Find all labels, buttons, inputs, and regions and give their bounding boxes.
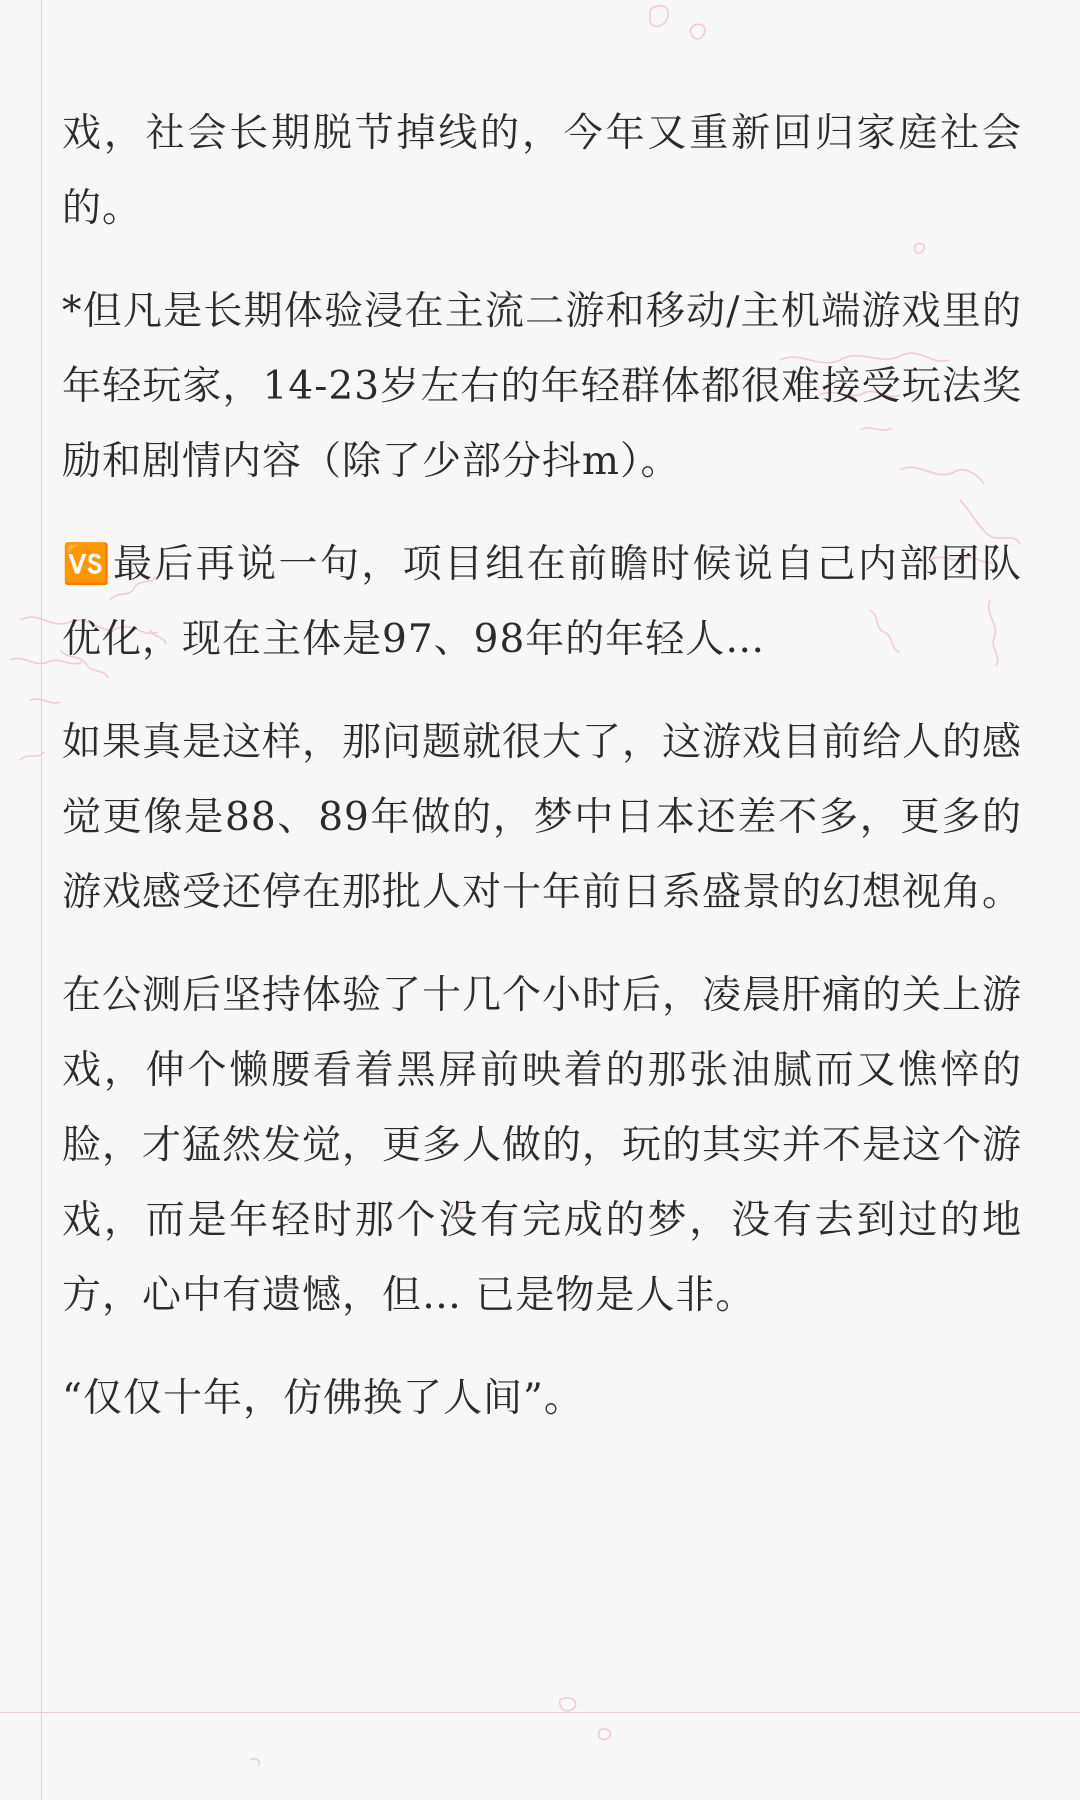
paragraph-4: 如果真是这样，那问题就很大了，这游戏目前给人的感觉更像是88、89年做的，梦中日本还差不多，更多的游戏感受还停在那批人对十年前日系盛景的幻想视角。 <box>62 720 1023 915</box>
article-body <box>62 96 1022 1464</box>
paragraph-5: 在公测后坚持体验了十几个小时后，凌晨肝痛的关上游戏，伸个懒腰看着黑屏前映着的那张油腻而又憔悴的脸，才猛然发觉，更多人做的，玩的其实并不是这个游戏，而是年轻时那个没有完成的梦，没有去到过的地方，心中有遗憾，但… 已是物是人非。 <box>62 973 1023 1318</box>
paragraph-1: 戏，社会长期脱节掉线的，今年又重新回归家庭社会的。 <box>62 111 1022 231</box>
bottom-rule-line <box>0 1712 1080 1713</box>
margin-rule-line <box>41 0 42 1800</box>
paragraph-3: 🆚最后再说一句，项目组在前瞻时候说自己内部团队优化，现在主体是97、98年的年轻人… <box>62 542 1022 662</box>
closing-quote: “仅仅十年，仿佛换了人间”。 <box>62 1376 584 1421</box>
paragraph-2: *但凡是长期体验浸在主流二游和移动/主机端游戏里的年轻玩家，14-23岁左右的年轻群体都很难接受玩法奖励和剧情内容（除了少部分抖m）。 <box>62 289 1022 484</box>
